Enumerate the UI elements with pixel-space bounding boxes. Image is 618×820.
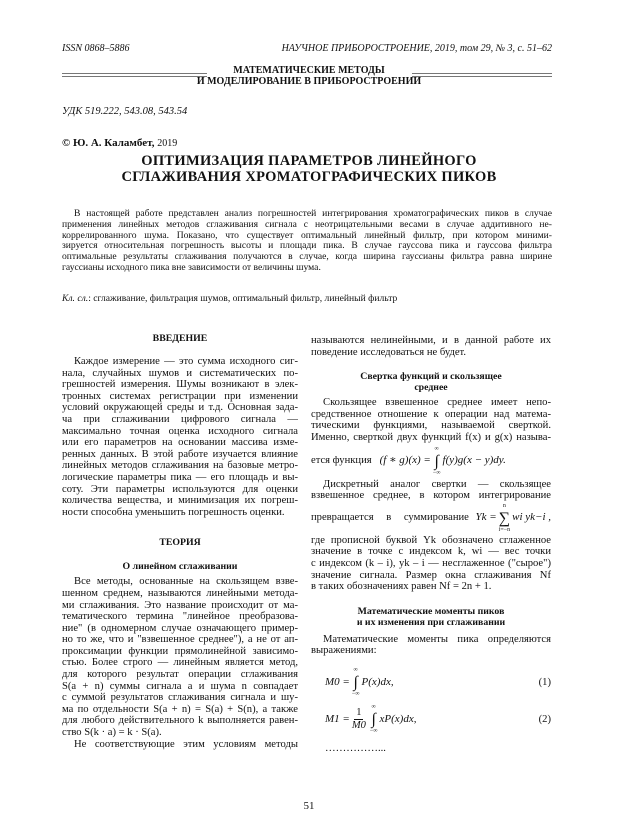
text-line: ности способна уменьшить погрешность оценки. (62, 506, 285, 518)
keywords-label: Кл. сл. (62, 293, 89, 304)
integral-icon: ∫ (371, 710, 376, 728)
lower-limit: −∞ (351, 690, 360, 697)
text-line: шенном среднем, называются линейными метода- (62, 587, 298, 599)
eq2-number: (2) (538, 713, 551, 725)
para2-line: Не соответствующие этим условиям методы (74, 738, 298, 750)
theory-heading: ТЕОРИЯ (159, 537, 201, 549)
text-line: Математические моменты пика определяются (323, 633, 551, 645)
eq1-formula (325, 667, 394, 698)
equation-1 (311, 667, 551, 698)
text-line: ренных данных. В этой работе изучается влияние (62, 448, 298, 460)
convolution-paragraph (311, 397, 551, 443)
text-line: коррелированного шума. Показано, что существует оптимальный линейный фильтр, при котором миними- (62, 230, 552, 241)
text-line: значение в точке с индексом k, wi — вес точки (311, 546, 551, 558)
section-heading (0, 65, 618, 87)
sum-formula (475, 503, 551, 534)
frac-den: M0 (351, 719, 366, 731)
text-line: для любого действительного k выполняется равен- (62, 715, 298, 727)
text-line: в таких обозначениях равен Nf = 2n + 1. (311, 581, 492, 593)
sum-body: wi yk−i , (512, 511, 551, 524)
left-column (62, 333, 298, 750)
convolution-formula-line (311, 446, 551, 477)
integral-operator (433, 446, 441, 477)
text-line: где прописной буквой Yk обозначено сглаженное (311, 534, 551, 546)
journal-citation: НАУЧНОЕ ПРИБОРОСТРОЕНИЕ, 2019, том 29, № 3, с. 51–62 (281, 43, 552, 54)
text-line: ми сглаживания. Это название происходит от ма- (62, 599, 298, 611)
text-line: средственное отношение к операции над матема- (311, 408, 551, 420)
sum-prefix: превращается в суммирование (311, 512, 469, 524)
text-line: гауссианы исходного пика вне зависимости от величины шума. (62, 262, 321, 273)
ellipsis: ……………... (325, 742, 386, 754)
conv-prefix: ется функция (311, 455, 372, 467)
eq2-fraction (352, 707, 366, 732)
text-line: стью. Более строго — линейным является метод, (62, 657, 298, 669)
integral-operator (370, 704, 378, 735)
sum-lhs: Yk = (475, 511, 497, 524)
linear-paragraph (62, 576, 298, 738)
text-line: количества вещества, и минимизация их погреш- (62, 495, 298, 507)
title-line-1: ОПТИМИЗАЦИЯ ПАРАМЕТРОВ ЛИНЕЙНОГО (141, 153, 477, 169)
lower-limit: −∞ (432, 469, 441, 476)
text-line: линейных методов сглаживания на базовые метро- (62, 460, 298, 472)
text-line: Именно, сверткой двух функций f(x) и g(x) называ- (311, 431, 551, 443)
upper-limit: ∞ (434, 445, 439, 452)
issn: ISSN 0868–5886 (62, 43, 130, 54)
page-number: 51 (303, 800, 315, 812)
text-line: выражениями: (311, 645, 377, 657)
text-line: нала, случайных шумов и систематических по- (62, 367, 298, 379)
text-line: применения линейных методов сглаживания сигнала с неотрицательными весами в случае аддитивного не- (62, 219, 552, 230)
year: 2019 (157, 138, 178, 149)
keywords-text: : сглаживание, фильтрация шумов, оптимальный фильтр, линейный фильтр (88, 293, 398, 304)
frac-num: 1 (356, 706, 362, 718)
text-line: тическими функциями, называемой сверткой. (311, 420, 551, 432)
eq1-lhs: M0 = (325, 675, 350, 688)
equation-2 (311, 704, 551, 735)
text-line: взвешенное среднее, в котором интегрирование (311, 490, 551, 502)
subheading-convolution (311, 371, 551, 393)
text-line: значение сигнала. Размер окна сглаживания Nf (311, 569, 551, 581)
sum-upper: n (502, 502, 506, 509)
text-line: В настоящей работе представлен анализ погрешностей интегрирования хроматографических пиков в случае (74, 209, 552, 219)
udk: УДК 519.222, 543.08, 543.54 (62, 106, 188, 117)
text-line: Дискретный аналог свертки — скользящее (323, 478, 551, 490)
subheading-moments (311, 606, 551, 628)
title-line-2: СГЛАЖИВАНИЯ ХРОМАТОГРАФИЧЕСКИХ ПИКОВ (121, 169, 497, 185)
text-line: Все методы, основанные на скользящем взве- (74, 576, 298, 588)
moments-paragraph (311, 634, 551, 657)
eq2-body: xP(x)dx, (379, 712, 417, 725)
text-line: с индексом (k – i), yk – i — несглаженное ("сырое") (311, 557, 551, 569)
integral-icon: ∫ (434, 452, 439, 470)
keywords (62, 293, 397, 304)
sum-operator (499, 503, 510, 534)
text-line: зируется относительная погрешность высоты и площади пика. В случае гауссова пика и гауссова фильтра (62, 241, 552, 252)
text-line: логические параметры пика — его площадь и вы- (62, 471, 298, 483)
text-line: или его параметров на основании массива изме- (62, 437, 298, 449)
integral-icon: ∫ (353, 673, 358, 691)
text-line: оптимальные результаты сглаживания получаются в случае, когда ширина гауссианы фильтра равна ширине (62, 252, 552, 263)
text-line: и их изменения при сглаживании (356, 616, 506, 628)
text-line: среднее (414, 382, 448, 394)
text-line: проксимации функции прямолинейной зависимо- (62, 645, 298, 657)
text-line: ма по отдельности S(a + n) = S(a) + S(n), а также (62, 703, 298, 715)
text-line: ча при сглаживании цифрового сигнала — (62, 413, 298, 425)
text-line: грешностей измерения. Шумы возникают в элек- (62, 379, 298, 391)
upper-limit: ∞ (371, 703, 376, 710)
text-line: ство S(k · a) = k · S(a). (62, 727, 162, 739)
upper-limit: ∞ (353, 666, 358, 673)
integral-operator (352, 667, 360, 698)
text-line: Математические моменты пиков (357, 605, 505, 617)
conv-lhs: (f ∗ g)(x) = (379, 454, 431, 467)
intro-paragraph (62, 356, 298, 518)
paper-title (0, 153, 618, 185)
text-line: S(a + n) суммы сигнала a и шума n совпадает (62, 680, 298, 692)
text-line: поведение исследоваться не будет. (311, 346, 467, 358)
author-name: Ю. А. Каламбет, (72, 137, 155, 149)
right-column (311, 335, 551, 755)
text-line: ние" (в одномерном случае означающего пример- (62, 622, 298, 634)
text-line: тронных системах регистрации при изменении (62, 390, 298, 402)
sigma-icon: ∑ (498, 509, 511, 527)
sum-formula-line (311, 503, 551, 534)
text-line: Свертка функций и скользящее (360, 371, 502, 383)
subheading-linear: О линейном сглаживании (122, 561, 238, 573)
text-line: называются нелинейными, и в данной работе их (311, 335, 551, 346)
convolution-formula (380, 446, 506, 477)
discrete-paragraph (311, 479, 551, 502)
sum-lower: i=−n (498, 526, 511, 533)
lower-limit: −∞ (369, 727, 378, 734)
text-line: но то же, что и "взвешенное среднее"), а не от ап- (62, 634, 298, 646)
text-line: тематического термина "линейное преобразова- (62, 611, 298, 623)
abstract (62, 209, 552, 274)
text-line: условий окружающей среды и т.д. Основная зада- (62, 402, 298, 414)
copyright-icon: © (62, 137, 71, 149)
author (62, 137, 177, 149)
eq1-number: (1) (538, 676, 551, 688)
text-line: соту. Эти параметры используются для оценки (62, 483, 298, 495)
text-line: с суммой результатов сглаживания сигнала и шу- (62, 692, 298, 704)
notation-paragraph (311, 535, 551, 593)
eq2-lhs: M1 = (325, 712, 350, 725)
continuation-paragraph (311, 335, 551, 358)
eq1-body: P(x)dx, (361, 675, 394, 688)
text-line: для которого результат операции сглаживания (62, 669, 298, 681)
section-line-1: МАТЕМАТИЧЕСКИЕ МЕТОДЫ (233, 65, 385, 76)
conv-body: f(y)g(x − y)dy. (442, 454, 506, 467)
text-line: максимально точная оценка исходного сигнала (62, 425, 298, 437)
intro-heading: ВВЕДЕНИЕ (152, 333, 208, 344)
text-line: Скользящее взвешенное среднее имеет непо- (323, 397, 551, 409)
section-line-2: И МОДЕЛИРОВАНИЕ В ПРИБОРОСТРОЕНИИ (196, 76, 422, 87)
eq2-formula (325, 704, 416, 735)
text-line: Каждое измерение — это сумма исходного сиг- (74, 356, 298, 367)
